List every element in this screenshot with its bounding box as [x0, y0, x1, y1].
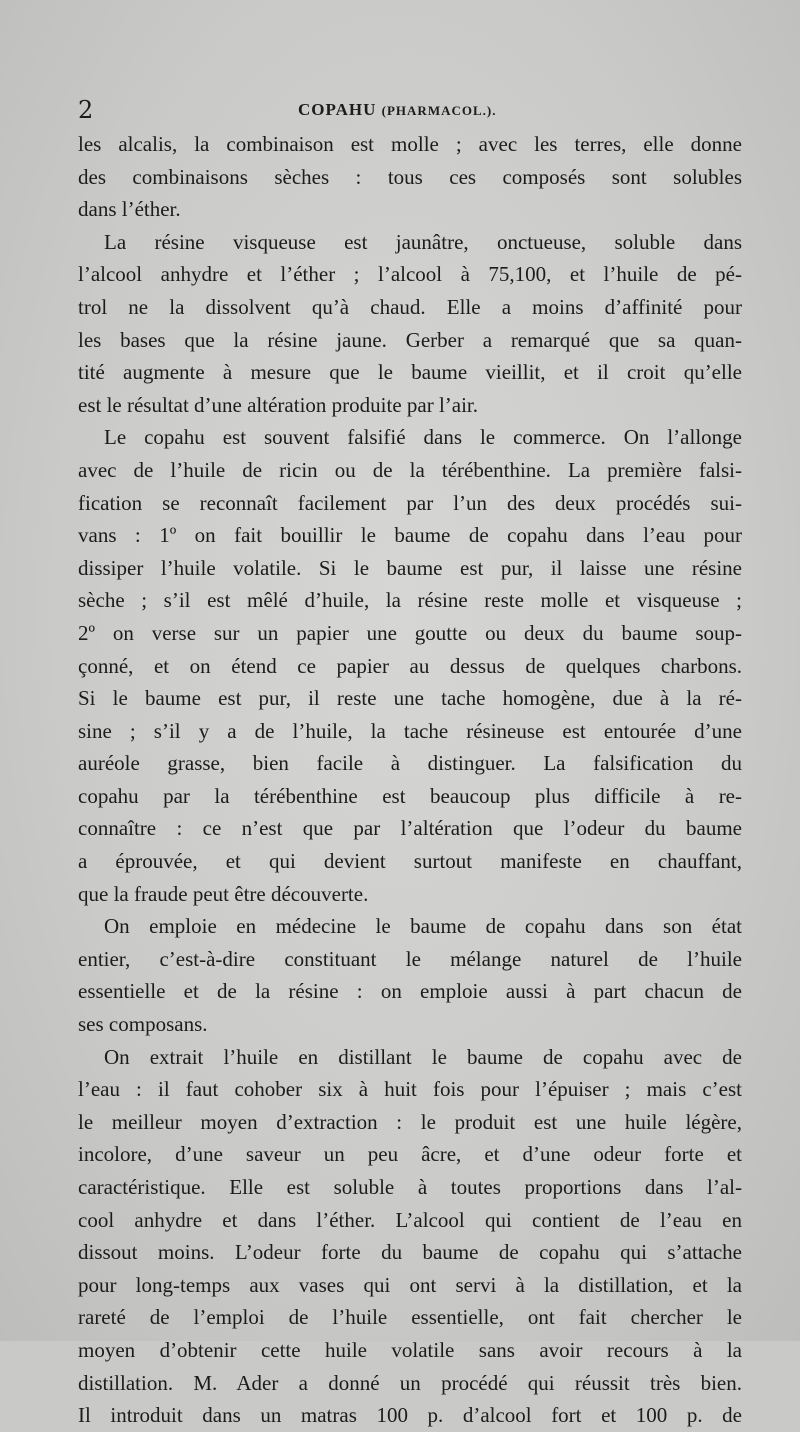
- text-line: caractéristique. Elle est soluble à toutes proportions dans l’al-: [78, 1175, 742, 1199]
- text-line: que la fraude peut être découverte.: [78, 881, 369, 906]
- text-line: dans l’éther.: [78, 197, 181, 222]
- text-line: On emploie en médecine le baume de copahu dans son état: [104, 914, 742, 939]
- text-line: La résine visqueuse est jaunâtre, onctueuse, soluble dans: [104, 229, 742, 254]
- text-line: les bases que la résine jaune. Gerber a remarqué que sa quan-: [78, 327, 742, 352]
- text-line: le meilleur moyen d’extraction : le produit est une huile légère,: [78, 1109, 742, 1134]
- text-line: copahu par la térébenthine est beaucoup plus difficile à re-: [78, 783, 742, 808]
- text-line: tité augmente à mesure que le baume vieillit, et il croit qu’elle: [78, 360, 742, 385]
- text-line: a éprouvée, et qui devient surtout manifeste en chauffant,: [78, 849, 742, 874]
- text-line: Il introduit dans un matras 100 p. d’alcool fort et 100 p. de: [78, 1403, 742, 1428]
- text-line: l’alcool anhydre et l’éther ; l’alcool à 75,100, et l’huile de pé-: [78, 262, 742, 287]
- text-line: avec de l’huile de ricin ou de la térébenthine. La première falsi-: [78, 457, 742, 482]
- text-line: les alcalis, la combinaison est molle ; avec les terres, elle donne: [78, 132, 742, 156]
- text-line: incolore, d’une saveur un peu âcre, et d’une odeur forte et: [78, 1142, 742, 1167]
- text-line: distillation. M. Ader a donné un procédé qui réussit très bien.: [78, 1370, 742, 1395]
- text-line: cool anhydre et dans l’éther. L’alcool qui contient de l’eau en: [78, 1207, 742, 1232]
- running-head: [298, 100, 496, 120]
- text-line: rareté de l’emploi de l’huile essentielle, ont fait chercher le: [78, 1305, 742, 1330]
- page-number: 2: [78, 96, 94, 124]
- text-line: fication se reconnaît facilement par l’un des deux procédés sui-: [78, 490, 742, 515]
- page-header: [78, 96, 742, 126]
- text-line: pour long-temps aux vases qui ont servi à la distillation, et la: [78, 1272, 742, 1297]
- text-line: est le résultat d’une altération produite par l’air.: [78, 392, 479, 417]
- text-line: 2º on verse sur un papier une goutte ou deux du baume soup-: [78, 620, 742, 645]
- text-line: vans : 1º on fait bouillir le baume de copahu dans l’eau pour: [78, 523, 742, 548]
- text-line: entier, c’est-à-dire constituant le mélange naturel de l’huile: [78, 946, 742, 971]
- running-head-sub: (PHARMACOL.).: [381, 103, 497, 118]
- text-line: Si le baume est pur, il reste une tache homogène, due à la ré-: [78, 686, 742, 711]
- text-line: Le copahu est souvent falsifié dans le commerce. On l’allonge: [104, 425, 742, 450]
- text-line: moyen d’obtenir cette huile volatile sans avoir recours à la: [78, 1337, 742, 1362]
- text-line: essentielle et de la résine : on emploie aussi à part chacun de: [78, 979, 742, 1004]
- text-line: dissout moins. L’odeur forte du baume de copahu qui s’attache: [78, 1240, 742, 1265]
- text-line: l’eau : il faut cohober six à huit fois pour l’épuiser ; mais c’est: [78, 1077, 742, 1102]
- text-line: sine ; s’il y a de l’huile, la tache résineuse est entourée d’une: [78, 718, 742, 743]
- running-head-main: COPAHU: [298, 100, 377, 119]
- text-line: ses composans.: [78, 1012, 208, 1037]
- text-line: dissiper l’huile volatile. Si le baume est pur, il laisse une résine: [78, 555, 742, 580]
- text-line: connaître : ce n’est que par l’altération que l’odeur du baume: [78, 816, 742, 841]
- text-line: sèche ; s’il est mêlé d’huile, la résine reste molle et visqueuse ;: [78, 588, 742, 613]
- text-line: auréole grasse, bien facile à distinguer. La falsification du: [78, 751, 742, 776]
- text-line: çonné, et on étend ce papier au dessus de quelques charbons.: [78, 653, 742, 678]
- body-text: [78, 128, 742, 1432]
- text-line: trol ne la dissolvent qu’à chaud. Elle a moins d’affinité pour: [78, 294, 742, 319]
- text-line: On extrait l’huile en distillant le baume de copahu avec de: [104, 1044, 742, 1069]
- text-line: des combinaisons sèches : tous ces composés sont solubles: [78, 164, 742, 189]
